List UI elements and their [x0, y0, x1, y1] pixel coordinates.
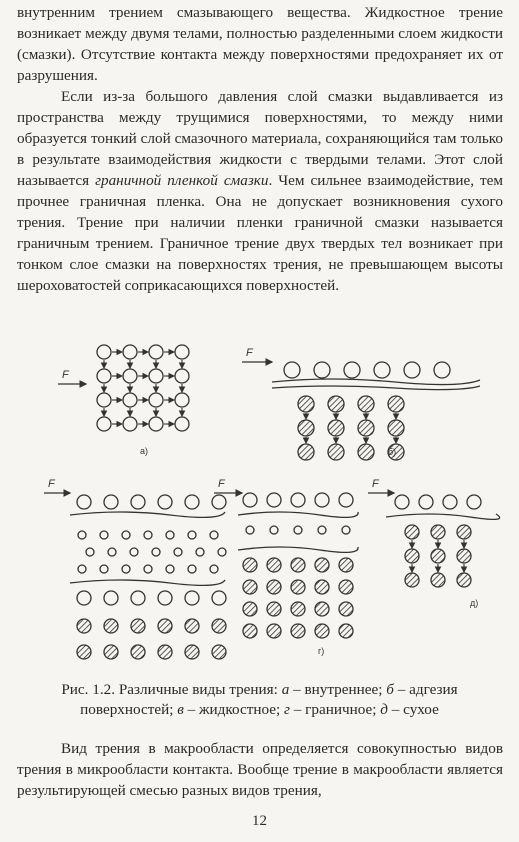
caption-prefix: Рис. 1.2. Различные виды трения: — [61, 681, 282, 698]
solid-molecule — [405, 573, 419, 587]
friction-types-figure — [0, 340, 519, 680]
lubricant-molecule — [185, 591, 199, 605]
solid-molecule — [243, 624, 257, 638]
lubricant-molecule — [344, 362, 360, 378]
molecule — [175, 417, 189, 431]
molecule — [149, 393, 163, 407]
solid-molecule — [457, 525, 471, 539]
solid-molecule — [104, 645, 118, 659]
surface-molecule — [419, 495, 433, 509]
paragraph-3: Вид трения в макрообласти определяется совокупностью видов трения в микрообласти контакта. Вообще трение в макрообласти является результирующей смесью разных видов трения, — [17, 740, 503, 799]
liquid-molecule — [152, 548, 160, 556]
lubricant-molecule — [185, 495, 199, 509]
liquid-molecule — [144, 565, 152, 573]
lubricant-molecule — [284, 362, 300, 378]
solid-molecule — [131, 619, 145, 633]
lubricant-molecule — [131, 495, 145, 509]
panel-g-boundary — [214, 478, 358, 656]
panel-label-b: б) — [388, 447, 397, 457]
solid-molecule — [291, 580, 305, 594]
solid-molecule — [339, 558, 353, 572]
liquid-molecule — [144, 531, 152, 539]
force-label-g: F — [218, 478, 225, 490]
liquid-molecule — [210, 565, 218, 573]
solid-molecule — [158, 645, 172, 659]
solid-molecule — [457, 573, 471, 587]
liquid-molecule — [188, 531, 196, 539]
surface-molecule — [395, 495, 409, 509]
panel-label-g: г) — [318, 646, 325, 656]
figure-caption — [10, 680, 509, 720]
solid-molecule — [431, 525, 445, 539]
molecule — [97, 345, 111, 359]
lubricant-molecule — [314, 362, 330, 378]
liquid-molecule — [188, 565, 196, 573]
panel-label-d: д) — [470, 598, 479, 608]
surface-molecule — [443, 495, 457, 509]
solid-molecule — [77, 645, 91, 659]
molecule — [149, 369, 163, 383]
lubricant-molecule — [77, 591, 91, 605]
liquid-molecule — [122, 565, 130, 573]
caption-text-v: – жидкостное; — [183, 701, 285, 718]
force-label-d: F — [372, 478, 379, 490]
molecule — [123, 369, 137, 383]
liquid-molecule — [86, 548, 94, 556]
caption-letter-d: д — [380, 701, 388, 718]
panel-d-dry — [368, 478, 500, 608]
lubricant-molecule — [374, 362, 390, 378]
liquid-molecule — [100, 531, 108, 539]
solid-molecule — [358, 396, 374, 412]
solid-molecule — [405, 549, 419, 563]
lubricant-molecule — [434, 362, 450, 378]
solid-molecule — [339, 624, 353, 638]
liquid-molecule — [78, 531, 86, 539]
paragraph-2-text-end: . Чем сильнее взаимодействие, тем прочнее граничная пленка. Она не допускает возникновения сухого трения. Трение при наличии пленки граничной смазки называется граничным трением. Граничное трение двух твердых тел возникает при тонком слое смазки на поверхностях трения, не превышающем высоты шероховатостей соприкасающихся поверхностей. — [17, 172, 503, 294]
solid-molecule — [298, 420, 314, 436]
lubricant-molecule — [77, 495, 91, 509]
liquid-molecule — [78, 565, 86, 573]
molecule — [123, 393, 137, 407]
liquid-molecule — [130, 548, 138, 556]
paragraph-2 — [17, 86, 503, 296]
solid-molecule — [131, 645, 145, 659]
caption-letter-a: а — [281, 681, 290, 698]
solid-molecule — [339, 602, 353, 616]
panel-label-a: а) — [140, 446, 149, 456]
liquid-molecule — [218, 548, 226, 556]
lubricant-molecule — [212, 591, 226, 605]
molecule — [175, 345, 189, 359]
lubricant-molecule — [404, 362, 420, 378]
caption-text-d: – сухое — [387, 701, 439, 718]
molecule — [97, 369, 111, 383]
liquid-molecule — [210, 531, 218, 539]
liquid-molecule — [196, 548, 204, 556]
solid-molecule — [358, 420, 374, 436]
liquid-molecule — [166, 565, 174, 573]
caption-line2-start: поверхностей; — [80, 701, 178, 718]
solid-molecule — [431, 573, 445, 587]
caption-text-b: – адгезия — [393, 681, 458, 698]
solid-molecule — [291, 558, 305, 572]
panel-v-liquid — [44, 478, 226, 659]
solid-molecule — [431, 549, 445, 563]
solid-molecule — [291, 624, 305, 638]
solid-molecule — [212, 619, 226, 633]
solid-molecule — [158, 619, 172, 633]
force-label-a: F — [62, 369, 69, 381]
liquid-molecule — [100, 565, 108, 573]
solid-molecule — [328, 396, 344, 412]
film-molecule — [246, 526, 254, 534]
solid-molecule — [77, 619, 91, 633]
film-molecule — [294, 526, 302, 534]
lubricant-molecule — [131, 591, 145, 605]
solid-molecule — [185, 619, 199, 633]
caption-letter-b: б — [386, 681, 394, 698]
solid-molecule — [243, 580, 257, 594]
molecule — [149, 417, 163, 431]
molecule — [175, 369, 189, 383]
solid-molecule — [388, 420, 404, 436]
solid-molecule — [267, 624, 281, 638]
solid-molecule — [243, 602, 257, 616]
molecule — [123, 417, 137, 431]
molecule — [123, 345, 137, 359]
lubricant-molecule — [339, 493, 353, 507]
surface-molecule — [467, 495, 481, 509]
solid-molecule — [315, 558, 329, 572]
boundary-film-term: граничной пленкой смазки — [95, 172, 269, 189]
page-number: 12 — [252, 813, 267, 829]
lubricant-molecule — [315, 493, 329, 507]
solid-molecule — [315, 580, 329, 594]
solid-molecule — [243, 558, 257, 572]
lubricant-molecule — [158, 591, 172, 605]
molecule — [175, 393, 189, 407]
paragraph-1: внутренним трением смазывающего вещества. Жидкостное трение возникает между двумя телами, полностью разделенными слоем жидкости (смазки). Отсутствие контакта между поверхностями предохраняет их от разрушения. — [17, 4, 503, 84]
solid-molecule — [457, 549, 471, 563]
molecule — [97, 417, 111, 431]
solid-molecule — [267, 602, 281, 616]
lubricant-molecule — [291, 493, 305, 507]
caption-line-2 — [10, 700, 509, 720]
solid-molecule — [212, 645, 226, 659]
liquid-molecule — [174, 548, 182, 556]
lubricant-molecule — [104, 591, 118, 605]
solid-molecule — [328, 444, 344, 460]
paragraph-2-text-start: Если из-за большого давления слой смазки выдавливается из пространства между трущимися поверхностями, то между ними образуется тонкий слой смазочного материала, сохраняющийся там только в результате взаимодействия жидкости с твердыми телами. Этот слой называется — [17, 88, 503, 189]
lubricant-molecule — [158, 495, 172, 509]
solid-molecule — [315, 624, 329, 638]
lubricant-molecule — [267, 493, 281, 507]
film-molecule — [342, 526, 350, 534]
lubricant-molecule — [212, 495, 226, 509]
solid-molecule — [298, 444, 314, 460]
molecule — [97, 393, 111, 407]
solid-molecule — [358, 444, 374, 460]
force-label-v: F — [48, 478, 55, 490]
solid-molecule — [267, 580, 281, 594]
liquid-molecule — [122, 531, 130, 539]
film-molecule — [270, 526, 278, 534]
liquid-molecule — [108, 548, 116, 556]
lubricant-molecule — [104, 495, 118, 509]
solid-molecule — [328, 420, 344, 436]
solid-molecule — [185, 645, 199, 659]
caption-letter-g: г — [284, 701, 290, 718]
film-molecule — [318, 526, 326, 534]
solid-molecule — [298, 396, 314, 412]
lubricant-molecule — [243, 493, 257, 507]
solid-molecule — [388, 396, 404, 412]
caption-text-a: – внутреннее; — [289, 681, 387, 698]
solid-molecule — [405, 525, 419, 539]
solid-molecule — [315, 602, 329, 616]
caption-text-g: – граничное; — [289, 701, 381, 718]
force-label-b: F — [246, 347, 253, 359]
solid-molecule — [267, 558, 281, 572]
panel-b-adhesion — [242, 347, 480, 460]
caption-letter-v: в — [177, 701, 184, 718]
panel-a-internal — [58, 345, 189, 456]
solid-molecule — [104, 619, 118, 633]
molecule — [149, 345, 163, 359]
solid-molecule — [339, 580, 353, 594]
liquid-molecule — [166, 531, 174, 539]
solid-molecule — [291, 602, 305, 616]
